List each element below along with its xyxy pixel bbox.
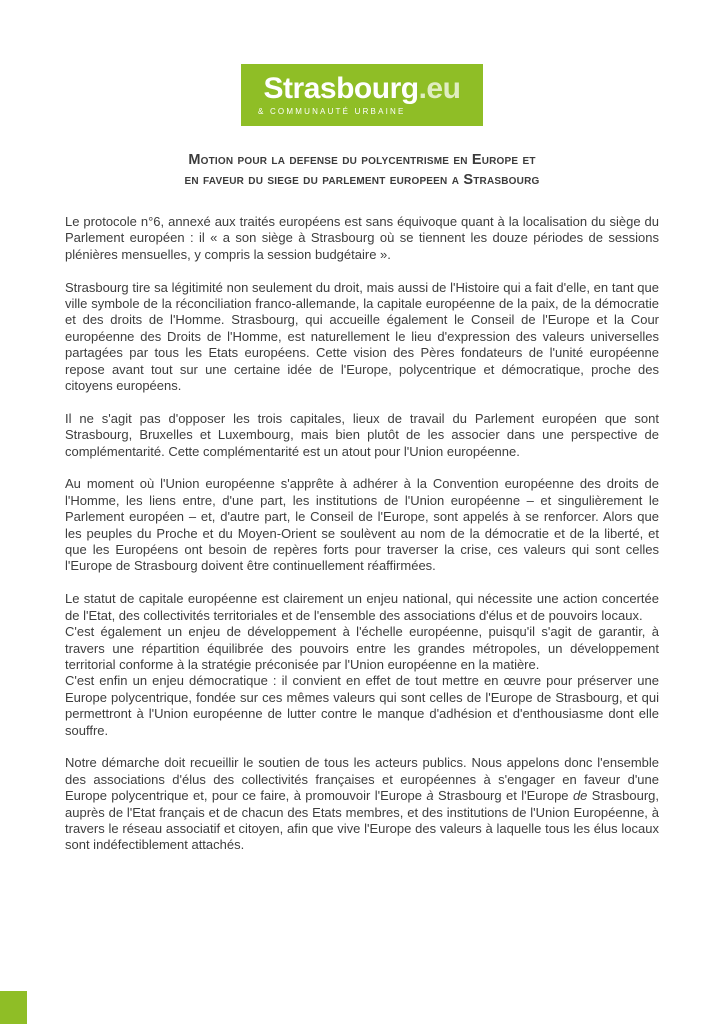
paragraph: Il ne s'agit pas d'opposer les trois capitales, lieux de travail du Parlement européen que sont Strasbourg, Bruxelles et Luxembourg, mais bien plutôt de les associer dans une perspective de complémentarité. Cette complémentarité est un atout pour l'Union européenne. xyxy=(65,410,659,459)
paragraph: Strasbourg tire sa légitimité non seulement du droit, mais aussi de l'Histoire qui a fait d'elle, en tant que ville symbole de la réconciliation franco-allemande, la capitale européenne de la paix, de la démocratie et des droits de l'Homme. Strasbourg, qui accueille également le Conseil de l'Europe et la Cour européenne des Droits de l'Homme, est naturellement le lieu d'expression des valeurs universelles partagées par tous les Etats européens. Cette vision des Pères fondateurs de l'unité européenne repose avant tout sur une certaine idée de l'Europe, polycentrique et démocratique, proche des citoyens européens. xyxy=(65,279,659,394)
document-title-line1: Motion pour la defense du polycentrisme en Europe et xyxy=(188,152,536,168)
paragraph: C'est également un enjeu de développement à l'échelle européenne, puisqu'il s'agit de garantir, à travers une répartition équilibrée des pouvoirs entre les grandes métropoles, un développement territorial conforme à la stratégie préconisée par l'Union européenne en la matière. xyxy=(65,624,659,672)
document-title xyxy=(65,150,659,190)
logo-subtitle: & COMMUNAUTÉ URBAINE xyxy=(258,107,406,116)
logo-brand-text: Strasbourg xyxy=(263,72,419,105)
document-body xyxy=(65,214,659,854)
corner-green-mark xyxy=(0,991,27,1024)
paragraph: C'est enfin un enjeu démocratique : il convient en effet de tout mettre en œuvre pour préserver une Europe polycentrique, fondée sur ces mêmes valeurs qui sont celles de l'Europe de Strasbourg, et qui permettront à l'Union européenne de lutter contre le manque d'adhésion et d'enthousiasme dont elle souffre. xyxy=(65,673,659,738)
strasbourg-eu-logo xyxy=(241,64,483,126)
paragraph: Au moment où l'Union européenne s'apprête à adhérer à la Convention européenne des droits de l'Homme, les liens entre, d'une part, les institutions de l'Union européenne – et singulièrement le Parlement européen – et, d'autre part, le Conseil de l'Europe, sont appelés à se renforcer. Alors que les peuples du Proche et du Moyen-Orient se soulèvent au nom de la démocratie et de la liberté, et que les Européens ont besoin de repères forts pour traverser la crise, ces valeurs qui sont celles l'Europe de Strasbourg doivent être continuellement réaffirmées. xyxy=(65,476,659,574)
document-title-line2: en faveur du siege du parlement europeen a Strasbourg xyxy=(184,172,540,188)
paragraph: Notre démarche doit recueillir le soutien de tous les acteurs publics. Nous appelons donc l'ensemble des associations d'élus des collectivités françaises et européennes à s'engager en faveur d'une Europe polycentrique et, pour ce faire, à promouvoir l'Europe à Strasbourg et l'Europe de Strasbourg, auprès de l'Etat français et de chacun des Etats membres, et des institutions de l'Union Européenne, à travers le réseau associatif et citoyen, afin que vive l'Europe des valeurs à laquelle tous les élus locaux sont indéfectiblement attachés. xyxy=(65,755,659,853)
paragraph: Le statut de capitale européenne est clairement un enjeu national, qui nécessite une action concertée de l'Etat, des collectivités territoriales et de l'ensemble des associations d'élus et de pouvoirs locaux. xyxy=(65,591,659,623)
logo-tld-text: .eu xyxy=(418,72,461,105)
logo-wordmark xyxy=(264,74,461,104)
paragraph: Le protocole n°6, annexé aux traités européens est sans équivoque quant à la localisation du siège du Parlement européen : il « a son siège à Strasbourg où se tiennent les douze périodes de sessions plénières mensuelles, y compris la session budgétaire ». xyxy=(65,214,659,262)
